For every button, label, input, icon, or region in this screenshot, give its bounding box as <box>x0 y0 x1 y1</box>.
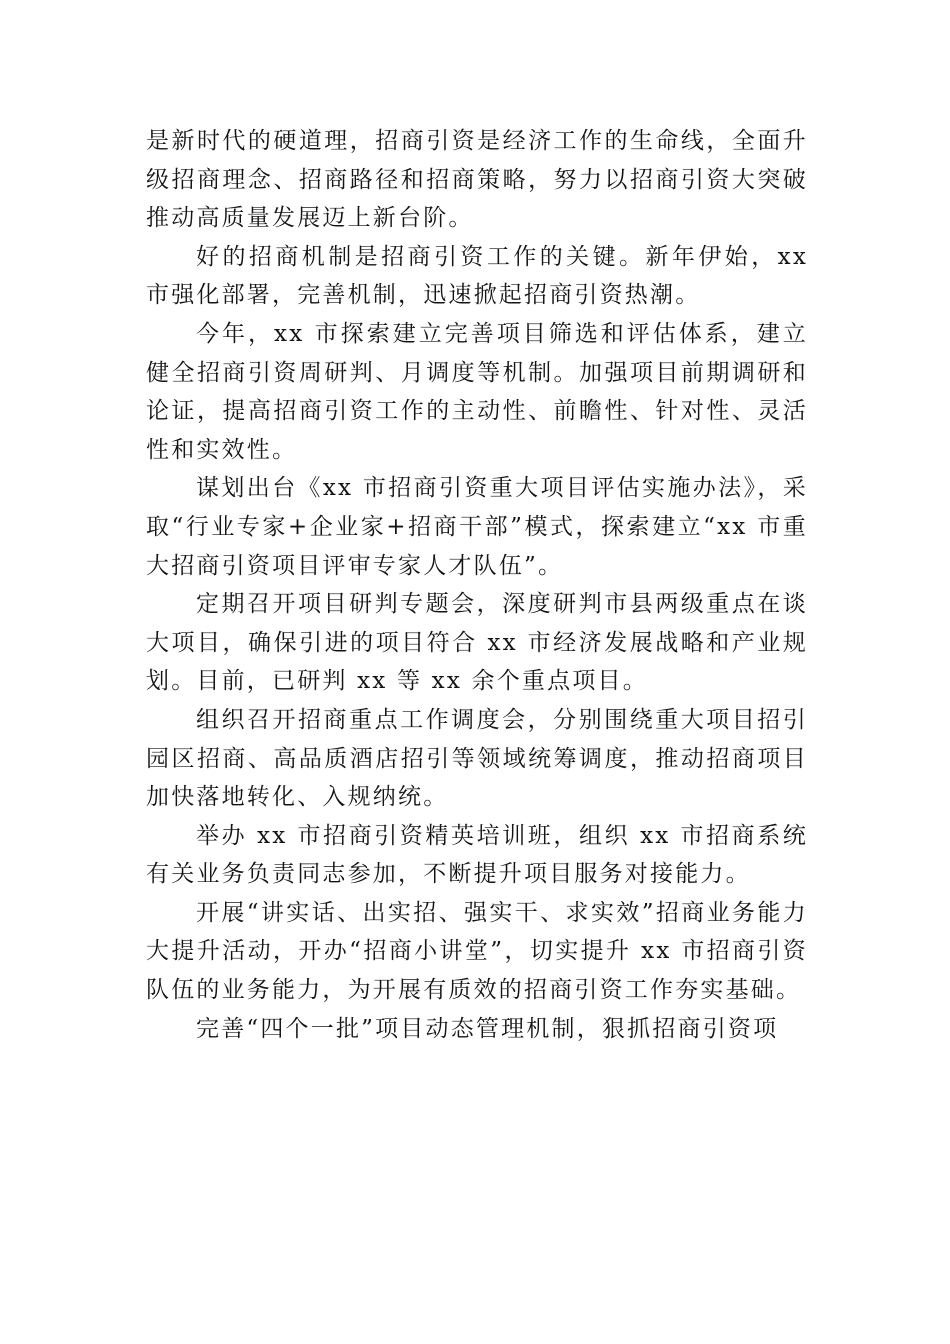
paragraph-6: 组织召开招商重点工作调度会，分别围绕重大项目招引园区招商、高品质酒店招引等领域统筹调度，推动招商项目加快落地转化、入规纳统。 <box>146 706 808 811</box>
paragraph-4: 谋划出台《xx 市招商引资重大项目评估实施办法》，采取“行业专家+企业家+招商干部”模式，探索建立“xx 市重大招商引资项目评审专家人才队伍”。 <box>146 475 808 579</box>
paragraph-5: 定期召开项目研判专题会，深度研判市县两级重点在谈大项目，确保引进的项目符合 xx 市经济发展战略和产业规划。目前，已研判 xx 等 xx 余个重点项目。 <box>146 591 808 695</box>
paragraph-1: 是新时代的硬道理，招商引资是经济工作的生命线，全面升级招商理念、招商路径和招商策略，努力以招商引资大突破推动高质量发展迈上新台阶。 <box>146 128 808 232</box>
paragraph-7: 举办 xx 市招商引资精英培训班，组织 xx 市招商系统有关业务负责同志参加，不断提升项目服务对接能力。 <box>146 822 808 888</box>
paragraph-3: 今年，xx 市探索建立完善项目筛选和评估体系，建立健全招商引资周研判、月调度等机制。加强项目前期调研和论证，提高招商引资工作的主动性、前瞻性、针对性、灵活性和实效性。 <box>146 320 808 463</box>
paragraph-8: 开展“讲实话、出实招、强实干、求实效”招商业务能力大提升活动，开办“招商小讲堂”，切实提升 xx 市招商引资队伍的业务能力，为开展有质效的招商引资工作夯实基础。 <box>146 899 808 1004</box>
document-body <box>146 122 808 1048</box>
paragraph-9: 完善“四个一批”项目动态管理机制，狠抓招商引资项 <box>196 1015 779 1042</box>
paragraph-2: 好的招商机制是招商引资工作的关键。新年伊始，xx 市强化部署，完善机制，迅速掀起招商引资热潮。 <box>146 243 808 309</box>
